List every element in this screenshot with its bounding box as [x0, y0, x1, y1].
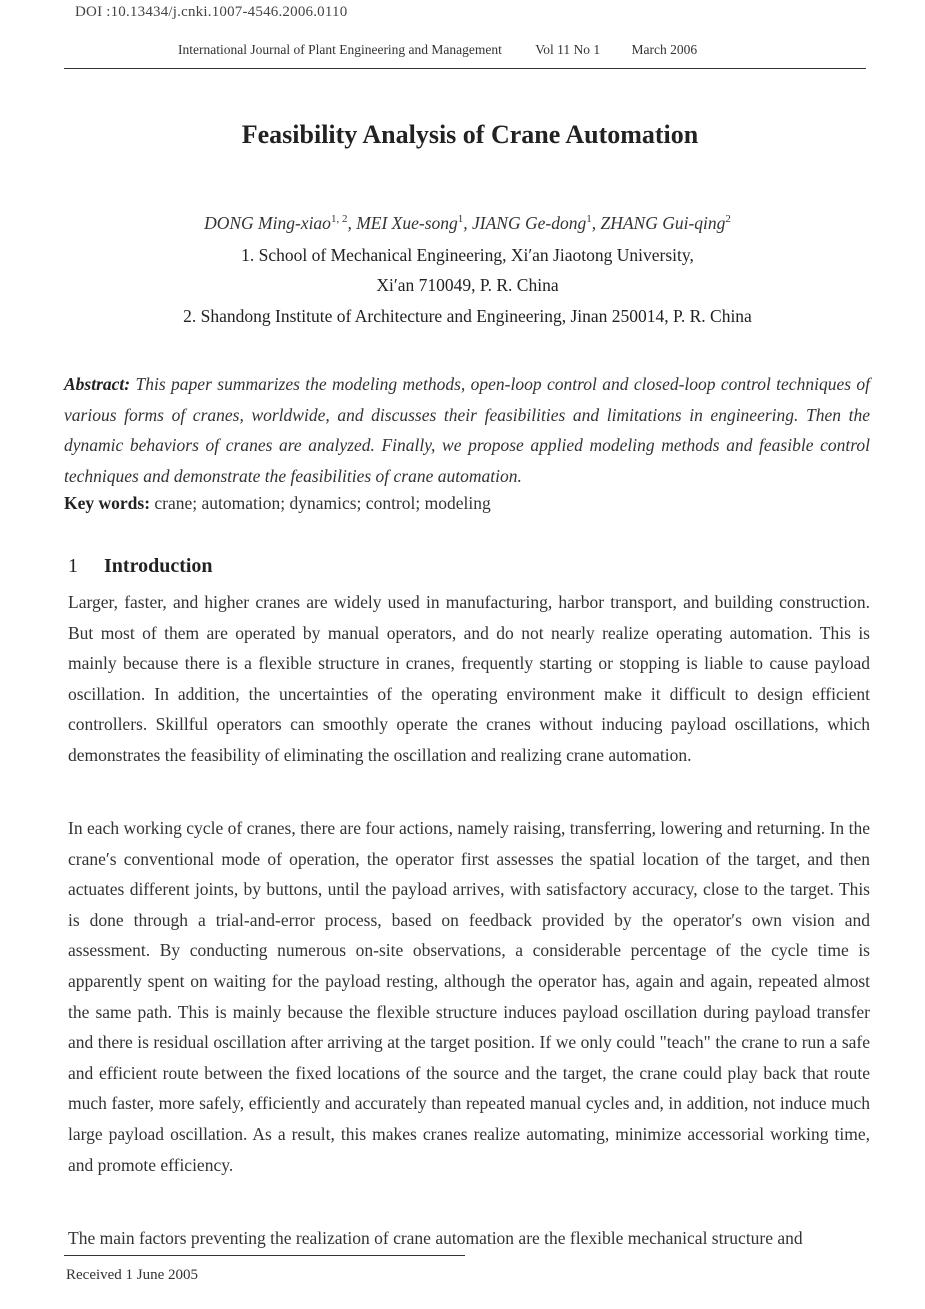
author-affiliation-mark: 2 — [725, 213, 731, 226]
issue-date: March 2006 — [631, 42, 698, 57]
volume-issue: Vol 11 No 1 — [535, 42, 601, 57]
body-paragraph: The main factors preventing the realization of crane automation are the flexible mechanical structure and — [68, 1228, 803, 1248]
abstract — [64, 369, 870, 491]
keywords-label: Key words: — [64, 493, 151, 513]
body-paragraph: In each working cycle of cranes, there are four actions, namely raising, transferring, lowering and returning. In the crane′s conventional mode of operation, the operator first assesses the spatial location of the target, and then actuates different joints, by buttons, until the payload arrives, with satisfactory accuracy, close to the target. This is done through a trial-and-error process, based on feedback provided by the operator′s own vision and assessment. By conducting numerous on-site observations, a considerable percentage of the cycle time is apparently spent on waiting for the payload resting, although the operator has, again and again, repeated almost the same path. This is mainly because the flexible structure induces payload oscillation during payload transfer and there is residual oscillation after arriving at the target position. If we only could "teach" the crane to run a safe and efficient route between the fixed locations of the source and the target, the crane could play back that route much faster, more safely, efficiently and accurately than repeated manual cycles and, in addition, not induce much large payload oscillation. As a result, this makes cranes realize automating, minimize accessorial working time, and promote efficiency. — [68, 818, 870, 1175]
author-affiliation-mark: 1, 2 — [330, 213, 348, 226]
abstract-text: This paper summarizes the modeling methods, open-loop control and closed-loop control techniques of various forms of cranes, worldwide, and discusses their feasibilities and limitations in engineering. Then the dynamic behaviors of cranes are analyzed. Finally, we propose applied modeling methods and feasible control techniques and demonstrate the feasibilities of crane automation. — [64, 374, 871, 486]
author: ZHANG Gui-qing — [600, 213, 726, 233]
section-number: 1 — [68, 555, 78, 577]
received-date-footnote: Received 1 June 2005 — [66, 1267, 199, 1283]
author-list — [0, 213, 925, 234]
body-paragraph: Larger, faster, and higher cranes are widely used in manufacturing, harbor transport, and building construction. But most of them are operated by manual operators, and do not nearly realize operating automation. This is mainly because there is a flexible structure in cranes, frequently starting or stopping is liable to cause payload oscillation. In addition, the uncertainties of the operating environment make it difficult to design efficient controllers. Skillful operators can smoothly operate the cranes without inducing payload oscillations, which demonstrates the feasibility of eliminating the oscillation and realizing crane automation. — [68, 592, 870, 765]
journal-name: International Journal of Plant Engineering and Management — [178, 42, 502, 57]
author: JIANG Ge-dong — [472, 213, 587, 233]
author-separator: , — [463, 213, 473, 233]
footnote-rule — [64, 1255, 465, 1256]
keywords — [64, 493, 870, 514]
author-affiliation-mark: 1 — [586, 213, 592, 226]
paper-title: Feasibility Analysis of Crane Automation — [241, 120, 699, 149]
abstract-label: Abstract: — [64, 374, 131, 394]
affiliation-2: 2. Shandong Institute of Architecture and Engineering, Jinan 250014, P. R. China — [183, 306, 752, 326]
author-affiliation-mark: 1 — [457, 213, 464, 226]
section-title: Introduction — [104, 555, 213, 577]
author-separator: , — [591, 213, 601, 233]
running-header — [178, 42, 697, 58]
author-separator: , — [347, 213, 357, 233]
affiliation-1: 1. School of Mechanical Engineering, Xi′an Jiaotong University, — [241, 245, 694, 265]
header-rule — [64, 68, 866, 69]
author: MEI Xue-song — [356, 213, 458, 233]
affiliation-1-city: Xi′an 710049, P. R. China — [376, 275, 559, 295]
section-heading — [68, 555, 213, 578]
keywords-text: crane; automation; dynamics; control; modeling — [154, 493, 491, 513]
doi-line: DOI :10.13434/j.cnki.1007-4546.2006.0110 — [75, 4, 348, 20]
author: DONG Ming-xiao — [204, 213, 331, 233]
